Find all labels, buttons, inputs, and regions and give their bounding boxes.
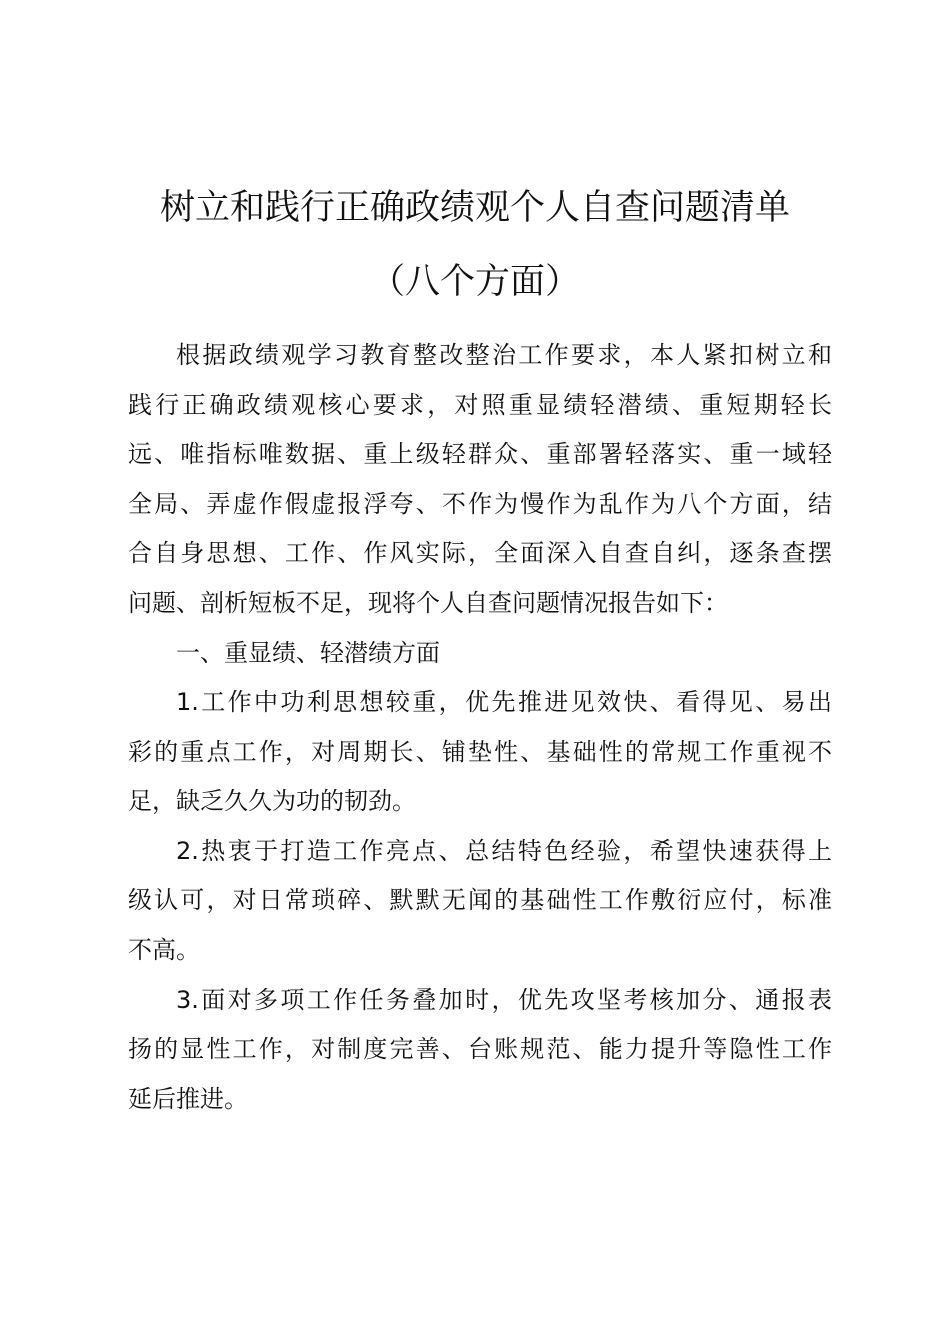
paragraph-line: 2.热衷于打造工作亮点、总结特色经验，希望快速获得上 [176, 837, 832, 865]
paragraph-line: 级认可，对日常琐碎、默默无闻的基础性工作敷衍应付，标准 [128, 886, 832, 914]
paragraph-line: 远、唯指标唯数据、重上级轻群众、重部署轻落实、重一域轻 [128, 440, 832, 468]
section-heading: 一、重显绩、轻潜绩方面 [176, 639, 440, 667]
document-subtitle: （八个方面） [369, 262, 580, 302]
paragraph-line: 彩的重点工作，对周期长、铺垫性、基础性的常规工作重视不 [128, 738, 832, 766]
paragraph-line: 扬的显性工作，对制度完善、台账规范、能力提升等隐性工作 [128, 1035, 832, 1063]
paragraph-line: 问题、剖析短板不足，现将个人自查问题情况报告如下： [128, 589, 728, 617]
paragraph-line: 延后推进。 [128, 1085, 248, 1113]
paragraph-line: 践行正确政绩观核心要求，对照重显绩轻潜绩、重短期轻长 [128, 391, 832, 419]
paragraph-line: 合自身思想、工作、作风实际，全面深入自查自纠，逐条查摆 [128, 539, 832, 567]
paragraph-line: 1.工作中功利思想较重，优先推进见效快、看得见、易出 [176, 688, 832, 716]
paragraph-line: 根据政绩观学习教育整改整治工作要求，本人紧扣树立和 [176, 341, 832, 369]
paragraph-line: 全局、弄虚作假虚报浮夸、不作为慢作为乱作为八个方面，结 [128, 490, 832, 518]
paragraph-line: 足，缺乏久久为功的韧劲。 [128, 787, 416, 815]
document-title: 树立和践行正确政绩观个人自查问题清单 [159, 188, 790, 228]
paragraph-line: 不高。 [128, 936, 200, 964]
paragraph-line: 3.面对多项工作任务叠加时，优先攻坚考核加分、通报表 [176, 986, 832, 1014]
